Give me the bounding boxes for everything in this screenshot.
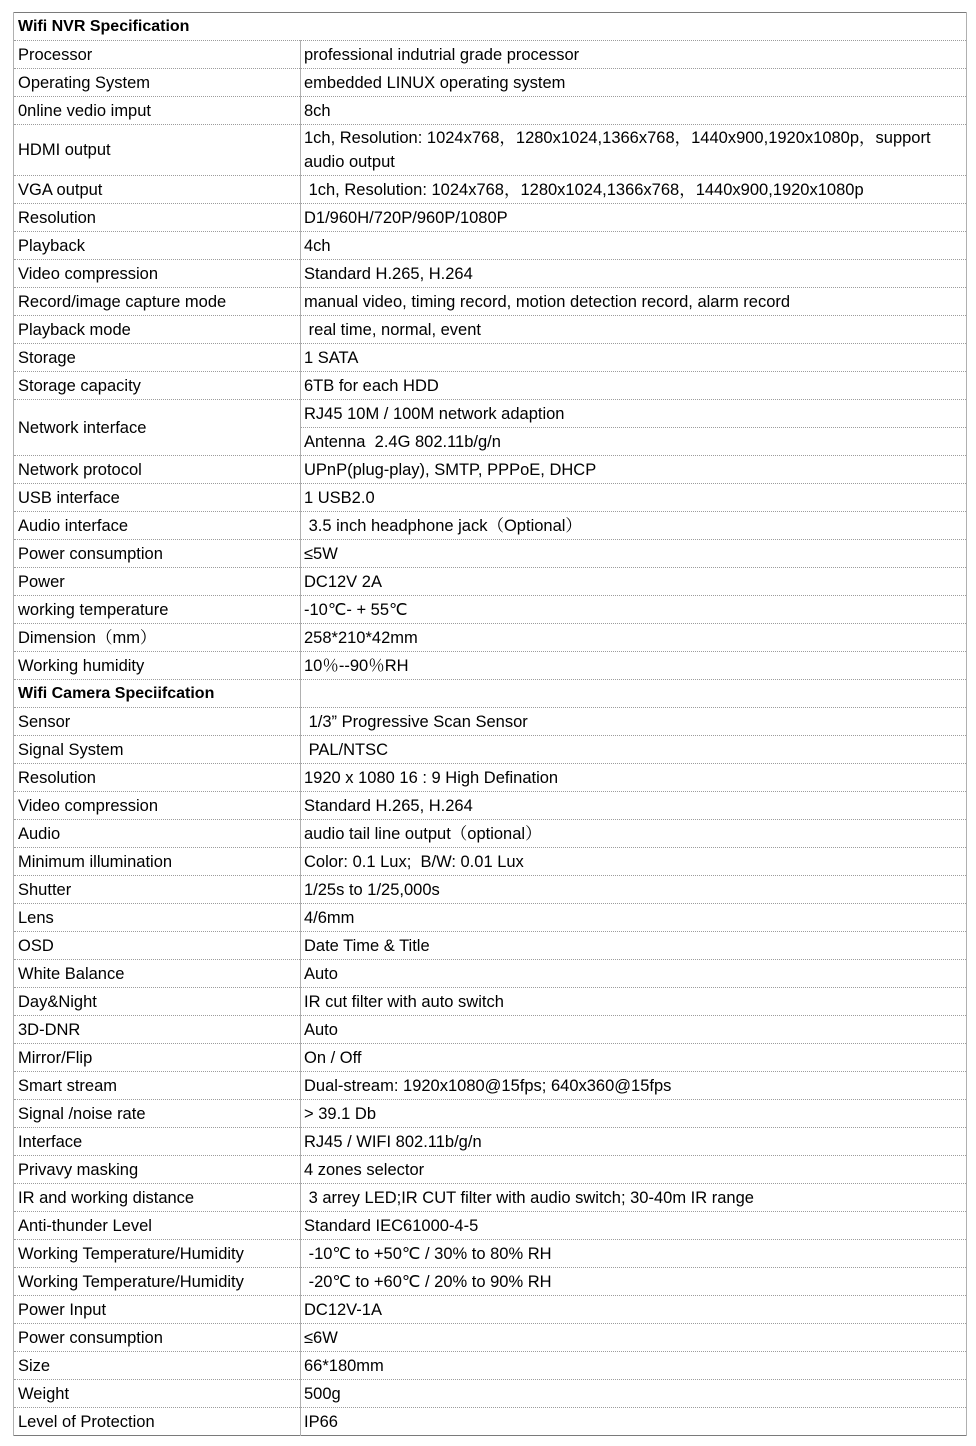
spec-label: Signal /noise rate: [14, 1100, 301, 1128]
spec-label: Working humidity: [14, 652, 301, 680]
spec-value: D1/960H/720P/960P/1080P: [301, 204, 967, 232]
spec-label: Dimension（mm）: [14, 624, 301, 652]
camera-section-title: Wifi Camera Speciifcation: [14, 680, 301, 708]
spec-row: [14, 316, 967, 344]
spec-value: embedded LINUX operating system: [301, 69, 967, 97]
spec-label: Power: [14, 568, 301, 596]
spec-label: Minimum illumination: [14, 848, 301, 876]
spec-row: [14, 708, 967, 736]
spec-label: USB interface: [14, 484, 301, 512]
spec-label: Video compression: [14, 792, 301, 820]
spec-row: [14, 736, 967, 764]
spec-label: Sensor: [14, 708, 301, 736]
spec-row: [14, 932, 967, 960]
spec-row: [14, 652, 967, 680]
spec-row: [14, 176, 967, 204]
spec-value: -20℃ to +60℃ / 20% to 90% RH: [301, 1268, 967, 1296]
spec-label: Processor: [14, 41, 301, 69]
spec-row: [14, 792, 967, 820]
spec-value: Standard H.265, H.264: [301, 260, 967, 288]
spec-label: Working Temperature/Humidity: [14, 1268, 301, 1296]
camera-section-header: [14, 680, 967, 708]
spec-row: [14, 1128, 967, 1156]
spec-value: 258*210*42mm: [301, 624, 967, 652]
camera-section-header-blank: [301, 680, 967, 708]
spec-label: Playback: [14, 232, 301, 260]
spec-row: [14, 540, 967, 568]
spec-row: [14, 876, 967, 904]
spec-row: [14, 204, 967, 232]
spec-label: IR and working distance: [14, 1184, 301, 1212]
spec-value: 4ch: [301, 232, 967, 260]
spec-value: Color: 0.1 Lux; B/W: 0.01 Lux: [301, 848, 967, 876]
spec-value: 4/6mm: [301, 904, 967, 932]
spec-label: Level of Protection: [14, 1408, 301, 1436]
spec-label: Anti-thunder Level: [14, 1212, 301, 1240]
spec-value: 1/25s to 1/25,000s: [301, 876, 967, 904]
spec-label: 0nline vedio imput: [14, 97, 301, 125]
spec-value: RJ45 / WIFI 802.11b/g/n: [301, 1128, 967, 1156]
spec-label: Audio interface: [14, 512, 301, 540]
spec-row: [14, 97, 967, 125]
spec-row: [14, 484, 967, 512]
spec-value: 1ch, Resolution: 1024x768，1280x1024,1366x768，1440x900,1920x1080p: [301, 176, 967, 204]
spec-label: OSD: [14, 932, 301, 960]
spec-label: Signal System: [14, 736, 301, 764]
spec-value: 3 arrey LED;IR CUT filter with audio switch; 30-40m IR range: [301, 1184, 967, 1212]
spec-value: 66*180mm: [301, 1352, 967, 1380]
spec-label: Operating System: [14, 69, 301, 97]
spec-value: Standard IEC61000-4-5: [301, 1212, 967, 1240]
spec-row: [14, 344, 967, 372]
spec-row: [14, 125, 967, 176]
spec-value: manual video, timing record, motion detection record, alarm record: [301, 288, 967, 316]
spec-value: audio tail line output（optional）: [301, 820, 967, 848]
spec-label: Lens: [14, 904, 301, 932]
spec-row: [14, 1016, 967, 1044]
spec-label: Video compression: [14, 260, 301, 288]
spec-row: [14, 960, 967, 988]
spec-value: professional indutrial grade processor: [301, 41, 967, 69]
spec-label: Mirror/Flip: [14, 1044, 301, 1072]
spec-value: Dual-stream: 1920x1080@15fps; 640x360@15fps: [301, 1072, 967, 1100]
spec-row: [14, 260, 967, 288]
spec-row: [14, 596, 967, 624]
spec-label: Resolution: [14, 204, 301, 232]
spec-row: [14, 1324, 967, 1352]
spec-label: Storage capacity: [14, 372, 301, 400]
spec-value: 1 SATA: [301, 344, 967, 372]
spec-row: [14, 1212, 967, 1240]
spec-value: ≤6W: [301, 1324, 967, 1352]
spec-value: 1920 x 1080 16 : 9 High Defination: [301, 764, 967, 792]
spec-value: On / Off: [301, 1044, 967, 1072]
spec-value: > 39.1 Db: [301, 1100, 967, 1128]
spec-label: Resolution: [14, 764, 301, 792]
spec-row: [14, 288, 967, 316]
spec-value: -10℃ to +50℃ / 30% to 80% RH: [301, 1240, 967, 1268]
spec-value: DC12V 2A: [301, 568, 967, 596]
spec-label: Size: [14, 1352, 301, 1380]
spec-label: VGA output: [14, 176, 301, 204]
spec-value: -10℃- + 55℃: [301, 596, 967, 624]
spec-table: [13, 12, 967, 1436]
spec-label: Storage: [14, 344, 301, 372]
spec-value: 1ch, Resolution: 1024x768，1280x1024,1366x768，1440x900,1920x1080p，support audio output: [301, 125, 967, 176]
spec-label: Power consumption: [14, 1324, 301, 1352]
spec-value: 8ch: [301, 97, 967, 125]
spec-row: [14, 41, 967, 69]
spec-label: Network protocol: [14, 456, 301, 484]
spec-label: Playback mode: [14, 316, 301, 344]
spec-label: working temperature: [14, 596, 301, 624]
spec-label: Power consumption: [14, 540, 301, 568]
spec-row: [14, 904, 967, 932]
spec-value: Date Time & Title: [301, 932, 967, 960]
spec-label: Working Temperature/Humidity: [14, 1240, 301, 1268]
spec-row: [14, 988, 967, 1016]
spec-label: Smart stream: [14, 1072, 301, 1100]
spec-row: [14, 764, 967, 792]
spec-row: [14, 1072, 967, 1100]
spec-label: White Balance: [14, 960, 301, 988]
spec-value: real time, normal, event: [301, 316, 967, 344]
spec-row: [14, 1408, 967, 1436]
spec-label: Network interface: [14, 400, 301, 456]
spec-label: Interface: [14, 1128, 301, 1156]
spec-label: Weight: [14, 1380, 301, 1408]
spec-value: 1/3” Progressive Scan Sensor: [301, 708, 967, 736]
spec-value: Auto: [301, 1016, 967, 1044]
spec-value: 6TB for each HDD: [301, 372, 967, 400]
spec-label: Audio: [14, 820, 301, 848]
spec-row: [14, 848, 967, 876]
spec-label: HDMI output: [14, 125, 301, 176]
spec-label: Shutter: [14, 876, 301, 904]
spec-value: 500g: [301, 1380, 967, 1408]
nvr-section-title: Wifi NVR Specification: [14, 13, 967, 41]
nvr-section-header: [14, 13, 967, 41]
spec-value: PAL/NTSC: [301, 736, 967, 764]
spec-value: 10％--90％RH: [301, 652, 967, 680]
spec-label: Privavy masking: [14, 1156, 301, 1184]
spec-row: [14, 69, 967, 97]
spec-row: [14, 1100, 967, 1128]
spec-value: Antenna 2.4G 802.11b/g/n: [301, 428, 967, 456]
spec-row: [14, 372, 967, 400]
spec-row: [14, 456, 967, 484]
spec-label: 3D-DNR: [14, 1016, 301, 1044]
spec-value: IR cut filter with auto switch: [301, 988, 967, 1016]
spec-value: Auto: [301, 960, 967, 988]
spec-row: [14, 1296, 967, 1324]
spec-value: UPnP(plug-play), SMTP, PPPoE, DHCP: [301, 456, 967, 484]
spec-row: [14, 232, 967, 260]
spec-label: Day&Night: [14, 988, 301, 1016]
spec-value: 4 zones selector: [301, 1156, 967, 1184]
spec-row: [14, 820, 967, 848]
spec-row: [14, 568, 967, 596]
spec-row: [14, 1352, 967, 1380]
spec-value: DC12V-1A: [301, 1296, 967, 1324]
spec-row: [14, 1268, 967, 1296]
spec-value: Standard H.265, H.264: [301, 792, 967, 820]
spec-row: [14, 624, 967, 652]
spec-label: Power Input: [14, 1296, 301, 1324]
spec-value: ≤5W: [301, 540, 967, 568]
spec-row: [14, 512, 967, 540]
spec-row: [14, 1184, 967, 1212]
spec-value: 3.5 inch headphone jack（Optional）: [301, 512, 967, 540]
spec-value: RJ45 10M / 100M network adaption: [301, 400, 967, 428]
spec-row: [14, 1044, 967, 1072]
spec-row: [14, 1156, 967, 1184]
spec-value: IP66: [301, 1408, 967, 1436]
spec-row: [14, 1240, 967, 1268]
spec-row: [14, 1380, 967, 1408]
spec-label: Record/image capture mode: [14, 288, 301, 316]
spec-value: 1 USB2.0: [301, 484, 967, 512]
spec-row: [14, 400, 967, 428]
